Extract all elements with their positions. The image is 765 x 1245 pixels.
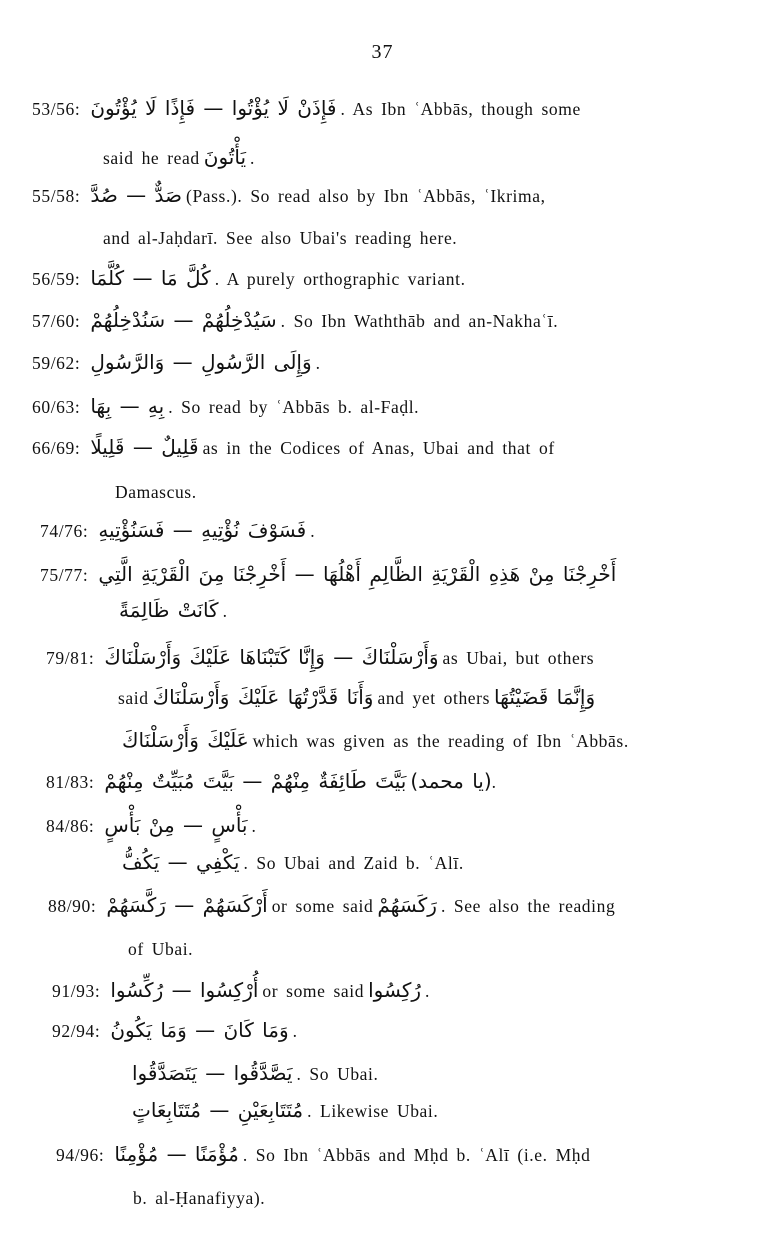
- verse-reference: 53/56:: [32, 99, 81, 119]
- entry-text: .: [292, 1021, 298, 1041]
- arabic-variant: وَإِنَّمَا قَضَيْتُهَا: [494, 685, 596, 709]
- verse-reference: 75/77:: [40, 565, 89, 585]
- entry-text: .: [222, 601, 228, 621]
- entry-text: (Pass.). So read also by Ibn ʿAbbās, ʿIkrima,: [186, 186, 546, 206]
- entry-text: .: [310, 521, 316, 541]
- entry-53-56-continuation: [103, 145, 255, 170]
- arabic-variant: رُكِسُوا: [368, 978, 422, 1002]
- entry-text: .: [251, 816, 257, 836]
- verse-reference: 60/63:: [32, 397, 81, 417]
- verse-reference: 91/93:: [52, 981, 101, 1001]
- entry-56-59: [32, 266, 466, 291]
- entry-57-60: [32, 308, 558, 333]
- entry-text: or some said: [271, 896, 374, 916]
- verse-reference: 94/96:: [56, 1145, 105, 1165]
- entry-text: .: [250, 148, 256, 168]
- arabic-variant: وَأَرْسَلْنَاكَ — وَإِنَّا كَتَبْنَاهَا عَلَيْكَ وَأَرْسَلْنَاكَ: [104, 645, 439, 669]
- entry-text: . So read by ʿAbbās b. al-Faḍl.: [168, 397, 420, 417]
- verse-reference: 74/76:: [40, 521, 89, 541]
- verse-reference: 56/59:: [32, 269, 81, 289]
- entry-55-58: [32, 183, 546, 208]
- verse-reference: 57/60:: [32, 311, 81, 331]
- verse-reference: 88/90:: [48, 896, 97, 916]
- entry-55-58-continuation: [103, 226, 457, 250]
- entry-text: .: [425, 981, 430, 1001]
- entry-75-77: [40, 562, 620, 587]
- entry-59-62: [32, 350, 321, 375]
- verse-reference: 84/86:: [46, 816, 95, 836]
- entry-text: and al-Jaḥdarī. See also Ubai's reading here.: [103, 228, 458, 248]
- arabic-variant: قَلِيلٌ — قَلِيلًا: [90, 435, 199, 459]
- entry-text: . A purely orthographic variant.: [214, 269, 466, 289]
- arabic-variant: وَأَنَا قَدَّرْتُهَا عَلَيْكَ وَأَرْسَلْنَاكَ: [152, 685, 374, 709]
- entry-text: and yet others: [377, 688, 491, 708]
- arabic-variant: بَأْسٍ — مِنْ بَأْسٍ: [104, 813, 248, 837]
- entry-text: b. al-Ḥanafiyya).: [133, 1188, 266, 1208]
- arabic-variant: بَيَّتَ طَائِفَةٌ مِنْهُمْ — بَيَّتَ مُبَيِّتٌ مِنْهُمْ: [104, 769, 407, 793]
- verse-reference: 92/94:: [52, 1021, 101, 1041]
- verse-reference: 55/58:: [32, 186, 81, 206]
- entry-text: . See also the reading: [440, 896, 616, 916]
- entry-81-83: [46, 769, 497, 794]
- arabic-variant: كُلَّ مَا — كُلَّمَا: [90, 266, 211, 290]
- entry-text: or some said: [262, 981, 365, 1001]
- arabic-variant: وَمَا كَانَ — وَمَا يَكُونُ: [110, 1018, 289, 1042]
- entry-92-94-continuation: [128, 1061, 378, 1086]
- entry-92-94: [52, 1018, 298, 1043]
- entry-text: as Ubai, but others: [442, 648, 595, 668]
- entry-66-69-continuation: [115, 480, 197, 504]
- arabic-variant: وَإِلَى الرَّسُولِ — وَالرَّسُولِ: [90, 350, 312, 374]
- entry-text: . As Ibn ʿAbbās, though some: [340, 99, 581, 119]
- arabic-variant: صَدٌّ — صُدَّ: [90, 183, 183, 207]
- arabic-variant: بِهِ — بِهَا: [90, 394, 165, 418]
- entry-79-81-continuation: [118, 685, 599, 710]
- verse-reference: 59/62:: [32, 353, 81, 373]
- entry-88-90: [48, 893, 615, 918]
- arabic-parenthetical: (يا محمد): [410, 769, 492, 793]
- entry-text: .: [491, 772, 497, 792]
- entry-79-81-continuation-2: [118, 728, 629, 753]
- verse-reference: 81/83:: [46, 772, 95, 792]
- entry-text: . Likewise Ubai.: [307, 1101, 439, 1121]
- page-number: 37: [371, 41, 394, 63]
- arabic-variant: يَأْتُونَ: [203, 145, 247, 169]
- entry-text: . So Ubai.: [296, 1064, 379, 1084]
- arabic-variant: مُؤْمَنًا — مُؤْمِنًا: [114, 1142, 239, 1166]
- arabic-variant: فَسَوْفَ نُؤْتِيهِ — فَسَنُؤْتِيهِ: [98, 518, 307, 542]
- entry-60-63: [32, 394, 419, 419]
- entry-text: .: [315, 353, 321, 373]
- entry-53-56: [32, 96, 581, 121]
- entry-text: . So Ibn ʿAbbās and Mḥd b. ʿAlī (i.e. Mḥd: [242, 1145, 591, 1165]
- entry-text: . So Ibn Waththāb and an-Nakhaʿī.: [280, 311, 559, 331]
- entry-66-69: [32, 435, 555, 460]
- arabic-variant: يَكْفِي — يَكُفُّ: [122, 850, 240, 874]
- entry-84-86-continuation: [118, 850, 464, 875]
- entry-text: of Ubai.: [128, 939, 194, 959]
- arabic-variant: كَانَتْ ظَالِمَةً: [119, 598, 219, 622]
- entry-92-94-continuation-2: [128, 1098, 438, 1123]
- entry-88-90-continuation: [128, 937, 193, 961]
- arabic-variant: عَلَيْكَ وَأَرْسَلْنَاكَ: [122, 728, 249, 752]
- arabic-variant: أُرْكِسُوا — رُكِّسُوا: [110, 978, 259, 1002]
- entry-text: said: [118, 688, 149, 708]
- arabic-variant: أَرْكَسَهُمْ — رَكَّسَهُمْ: [106, 893, 268, 917]
- entry-94-96: [56, 1142, 590, 1167]
- arabic-variant: سَيُدْخِلُهُمْ — سَنُدْخِلُهُمْ: [90, 308, 277, 332]
- entry-75-77-continuation: [115, 598, 228, 623]
- entry-text: as in the Codices of Anas, Ubai and that of: [202, 438, 555, 458]
- entry-94-96-continuation: [133, 1186, 265, 1210]
- arabic-variant: مُتَتَابِعَيْنِ — مُتَتَابِعَاتٍ: [132, 1098, 304, 1122]
- verse-reference: 79/81:: [46, 648, 95, 668]
- arabic-variant: فَإِذَنْ لَا يُؤْتُوا — فَإِذًا لَا يُؤْتُونَ: [90, 96, 337, 120]
- arabic-variant: أَخْرِجْنَا مِنْ هَذِهِ الْقَرْيَةِ الظَّالِمِ أَهْلُهَا — أَخْرِجْنَا مِنَ الْقَرْيَةِ الَّتِي: [98, 562, 617, 586]
- entry-text: . So Ubai and Zaid b. ʿAlī.: [243, 853, 464, 873]
- verse-reference: 66/69:: [32, 438, 81, 458]
- entry-text: Damascus.: [115, 482, 197, 502]
- entry-text: said he read: [103, 148, 200, 168]
- entry-74-76: [40, 518, 315, 543]
- entry-text: which was given as the reading of Ibn ʿAbbās.: [252, 731, 629, 751]
- arabic-variant: رَكَسَهُمْ: [377, 893, 437, 917]
- entry-79-81: [46, 645, 594, 670]
- entry-84-86: [46, 813, 256, 838]
- entry-91-93: [52, 978, 430, 1003]
- arabic-variant: يَصَّدَّقُوا — يَتَصَدَّقُوا: [132, 1061, 293, 1085]
